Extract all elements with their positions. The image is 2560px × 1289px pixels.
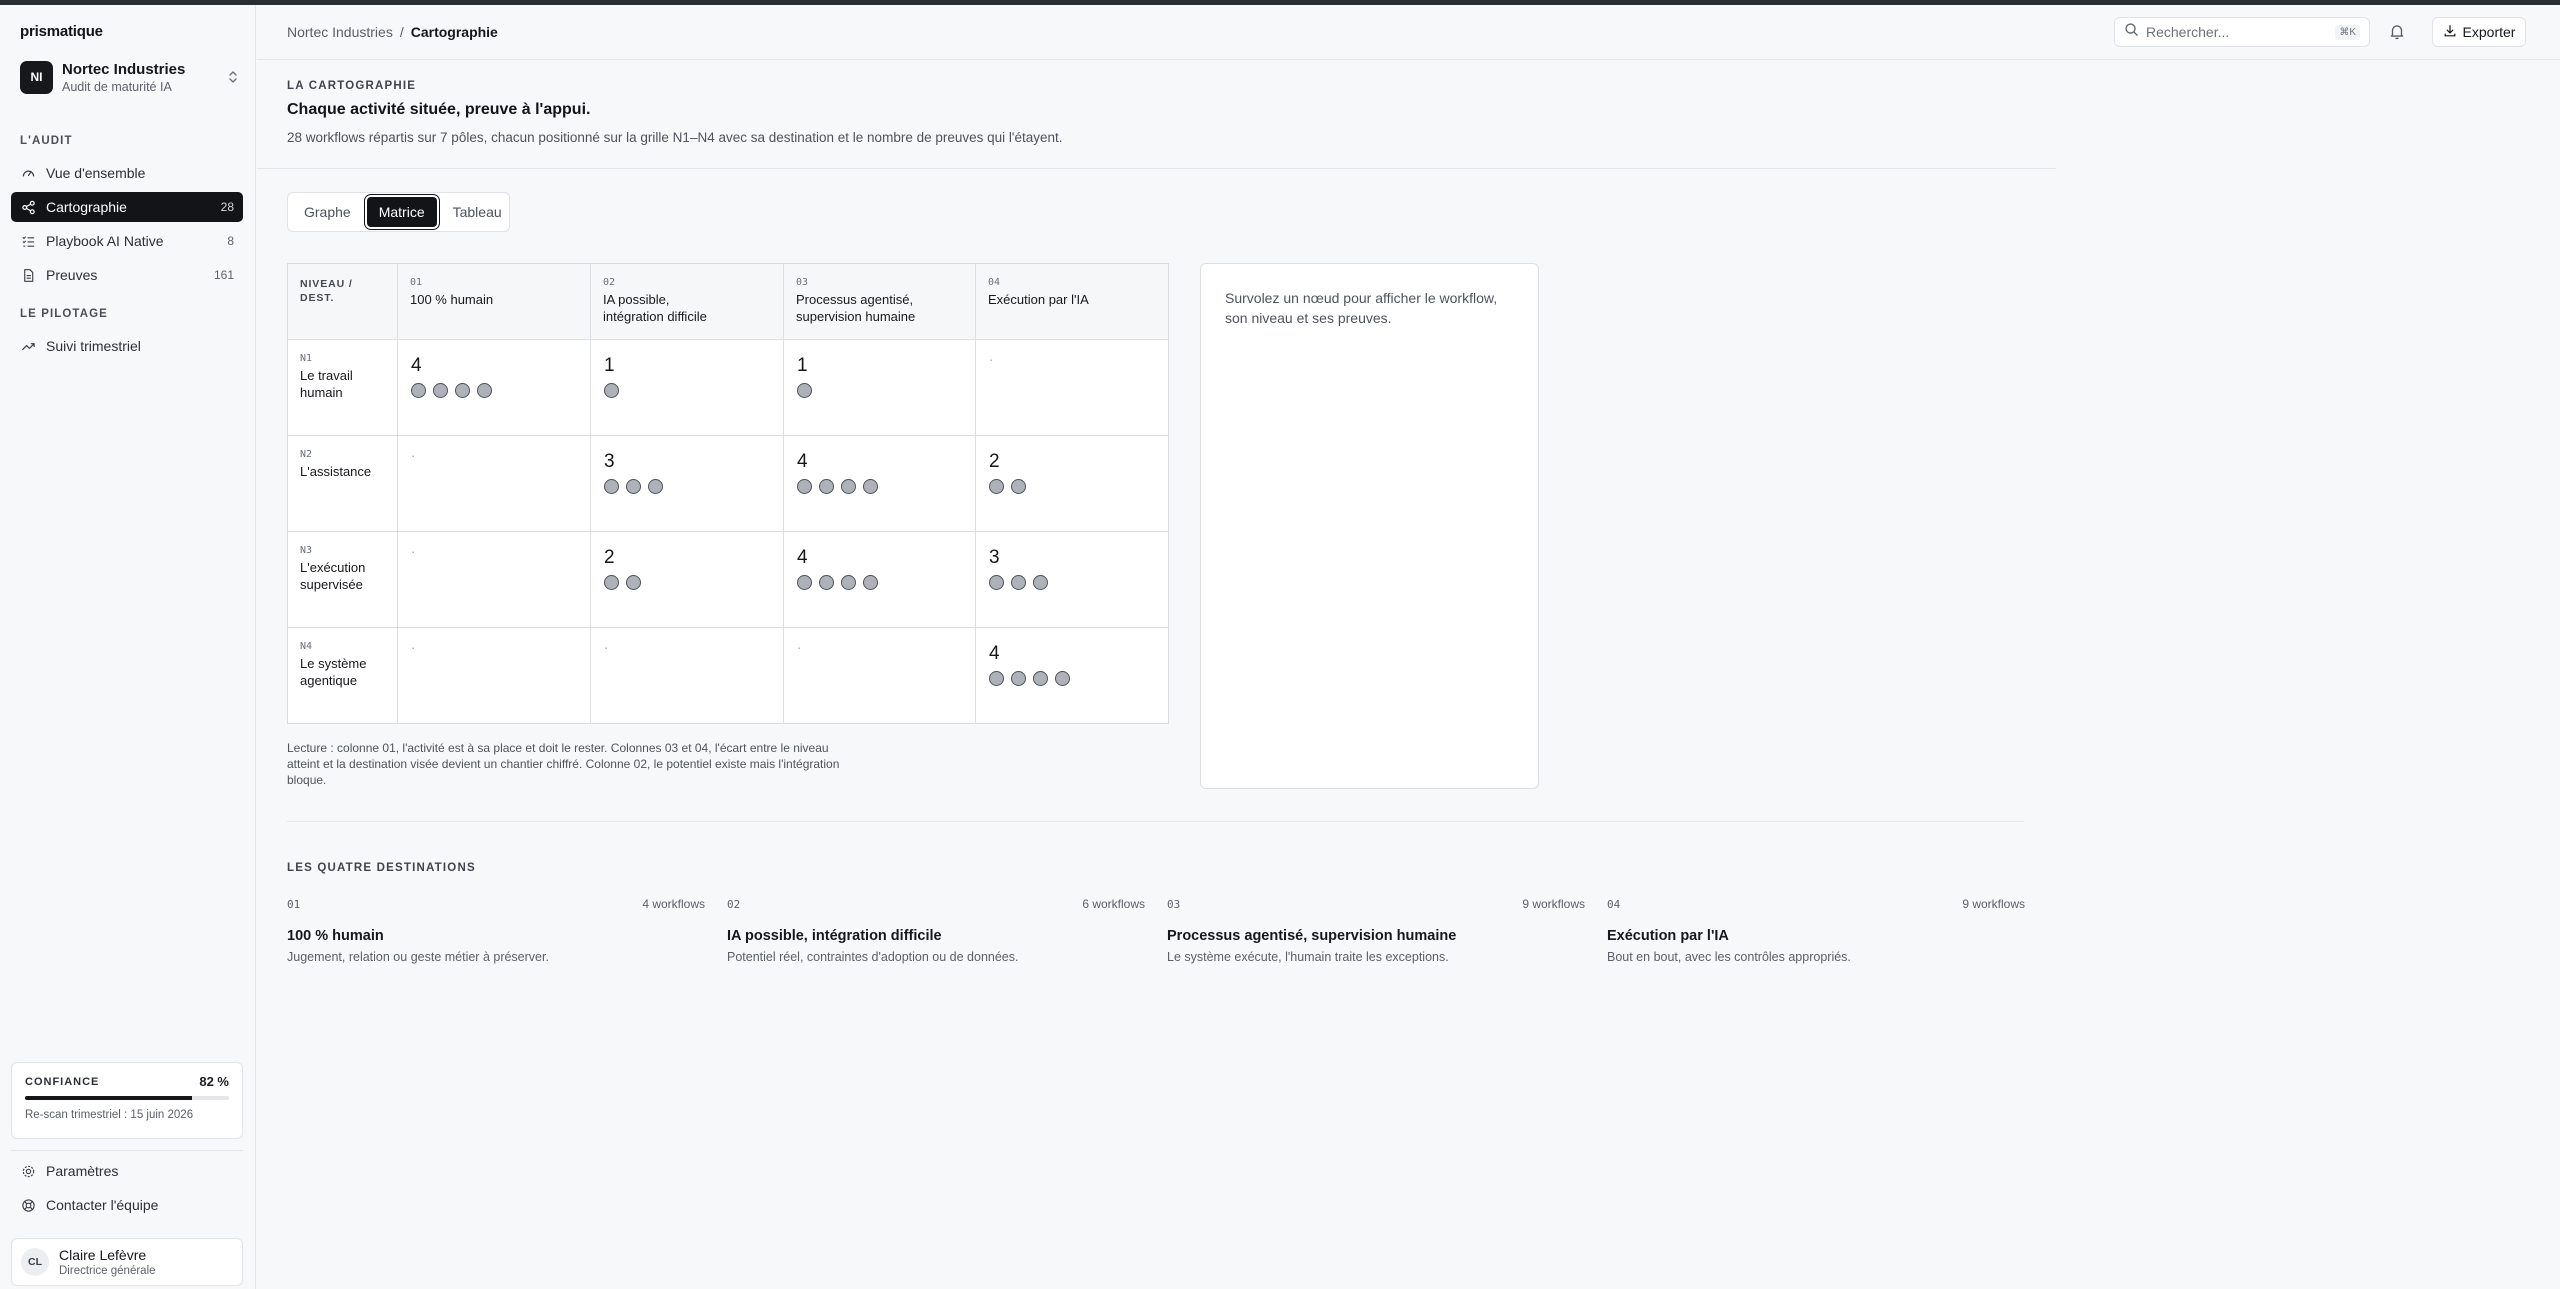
search-icon: [2124, 22, 2139, 42]
workflow-node[interactable]: [626, 479, 641, 494]
destination-card: [727, 897, 1145, 964]
matrix-cell: [784, 436, 976, 531]
matrix-cell: [591, 340, 784, 435]
cell-workflow-count: 4: [411, 355, 422, 376]
column-title: 100 % humain: [410, 292, 494, 307]
support-icon: [20, 1197, 36, 1213]
document-icon: [20, 267, 36, 283]
sidebar-item-label: Cartographie: [46, 199, 127, 215]
destination-count: 9 workflows: [1522, 897, 1585, 911]
destination-card: [287, 897, 705, 964]
destination-count: 4 workflows: [642, 897, 705, 911]
matrix-row: [288, 532, 1168, 628]
row-level: N4: [300, 641, 313, 652]
workflow-node[interactable]: [989, 479, 1004, 494]
row-level: N3: [300, 545, 313, 556]
org-switcher[interactable]: [20, 53, 240, 101]
matrix-cell: [976, 628, 1168, 724]
avatar: CL: [21, 1248, 49, 1276]
matrix-cell: [591, 532, 784, 627]
search-box[interactable]: [2114, 17, 2370, 47]
breadcrumb: [287, 24, 498, 40]
destination-title: 100 % humain: [287, 928, 384, 944]
destination-count: 9 workflows: [1962, 897, 2025, 911]
workflow-node[interactable]: [648, 479, 663, 494]
share-nodes-icon: [20, 199, 36, 215]
workflow-node[interactable]: [797, 383, 812, 398]
destination-description: Le système exécute, l'humain traite les exceptions.: [1167, 950, 1449, 964]
gauge-icon: [20, 165, 36, 181]
search-shortcut: ⌘K: [2335, 25, 2360, 40]
workflow-nodes: [797, 479, 962, 494]
confidence-bar-fill: [25, 1096, 192, 1100]
workflow-node[interactable]: [477, 383, 492, 398]
workflow-nodes: [989, 671, 1155, 686]
column-number: 02: [603, 277, 616, 288]
column-number: 01: [410, 277, 423, 288]
workflow-node[interactable]: [604, 575, 619, 590]
workflow-node[interactable]: [797, 479, 812, 494]
sidebar-item-count: 161: [213, 268, 234, 282]
column-number: 03: [796, 277, 809, 288]
confidence-note: Re-scan trimestriel : 15 juin 2026: [25, 1109, 194, 1121]
workflow-node[interactable]: [433, 383, 448, 398]
confidence-card: [11, 1062, 243, 1139]
matrix-row-header: [288, 628, 398, 724]
confidence-value: 82 %: [199, 1074, 229, 1089]
empty-cell-mark: ·: [411, 640, 416, 655]
matrix-row-header: [288, 436, 398, 531]
sidebar-item-label: Vue d'ensemble: [46, 165, 146, 181]
trend-up-icon: [20, 338, 36, 354]
row-title: L'assistance: [300, 464, 372, 479]
destination-number: 02: [727, 897, 741, 911]
workflow-node[interactable]: [455, 383, 470, 398]
sidebar-item-label: Suivi trimestriel: [46, 338, 141, 354]
workflow-node[interactable]: [1033, 575, 1048, 590]
workflow-node[interactable]: [989, 575, 1004, 590]
org-subtitle: Audit de maturité IA: [62, 79, 172, 94]
sidebar-divider: [11, 1150, 243, 1151]
org-name: Nortec Industries: [62, 60, 186, 78]
chevron-up-down-icon: [226, 69, 240, 85]
workflow-nodes: [989, 575, 1155, 590]
checklist-icon: [20, 233, 36, 249]
section-label-audit: L'AUDIT: [20, 135, 73, 147]
sidebar-item-count: 28: [220, 200, 234, 214]
workflow-nodes: [411, 383, 577, 398]
export-button-label: Exporter: [2462, 24, 2516, 40]
workflow-node[interactable]: [819, 479, 834, 494]
matrix-cell: [591, 436, 784, 531]
destination-title: IA possible, intégration difficile: [727, 928, 942, 944]
destination-title: Exécution par l'IA: [1607, 928, 1729, 944]
workflow-nodes: [604, 479, 770, 494]
matrix-row: [288, 628, 1168, 724]
matrix-cell: [784, 532, 976, 627]
cell-workflow-count: 2: [604, 547, 615, 568]
destination-number: 04: [1607, 897, 1621, 911]
user-role: Directrice générale: [59, 1265, 156, 1277]
matrix-cell: [784, 628, 976, 724]
section-divider: [257, 168, 2056, 169]
workflow-node[interactable]: [863, 575, 878, 590]
breadcrumb-current: Cartographie: [410, 24, 498, 40]
sidebar-item-label: Contacter l'équipe: [46, 1197, 159, 1213]
workflow-node[interactable]: [797, 575, 812, 590]
matrix-cell: [976, 532, 1168, 627]
matrix-reading-note: Lecture : colonne 01, l'activité est à sa place et doit le rester. Colonnes 03 et 04, l'écart entre le niveau atteint et la destination visée devient un chantier chiffré. Colonne 02, le potentiel existe mais l'intégration bloque.: [287, 741, 840, 787]
tab-matrice[interactable]: Matrice: [367, 197, 437, 227]
workflow-node[interactable]: [604, 479, 619, 494]
empty-cell-mark: ·: [411, 544, 416, 559]
matrix-cell: [976, 436, 1168, 531]
page-title: Chaque activité située, preuve à l'appui.: [287, 101, 591, 118]
empty-cell-mark: ·: [604, 640, 609, 655]
workflow-nodes: [604, 575, 770, 590]
page-description: 28 workflows répartis sur 7 pôles, chacun positionné sur la grille N1–N4 avec sa destination et le nombre de preuves qui l'étayent.: [287, 130, 1063, 145]
matrix-corner-label: NIVEAU / DEST.: [288, 264, 398, 339]
org-avatar: NI: [20, 61, 53, 94]
workflow-node[interactable]: [1011, 671, 1026, 686]
sidebar-item-contact[interactable]: [11, 1190, 243, 1220]
workflow-detail-panel: [1200, 263, 1539, 789]
sidebar-item-label: Preuves: [46, 267, 98, 283]
workflow-node[interactable]: [626, 575, 641, 590]
workflow-node[interactable]: [1055, 671, 1070, 686]
workflow-node[interactable]: [841, 575, 856, 590]
matrix-row: [288, 340, 1168, 436]
sidebar-item-label: Paramètres: [46, 1163, 119, 1179]
sidebar-item-vue-ensemble[interactable]: [11, 158, 243, 188]
destination-description: Potentiel réel, contraintes d'adoption ou de données.: [727, 950, 1019, 964]
detail-panel-hint: Survolez un nœud pour afficher le workflow, son niveau et ses preuves.: [1225, 290, 1498, 326]
workflow-node[interactable]: [1033, 671, 1048, 686]
workflow-node[interactable]: [863, 479, 878, 494]
settings-icon: [20, 1163, 36, 1179]
sidebar-item-playbook[interactable]: [11, 226, 243, 256]
cell-workflow-count: 4: [797, 547, 808, 568]
destination-count: 6 workflows: [1082, 897, 1145, 911]
sidebar-item-suivi-trimestriel[interactable]: [11, 331, 243, 361]
row-title: Le travail humain: [300, 368, 353, 400]
top-header: [257, 5, 2560, 60]
workflow-node[interactable]: [411, 383, 426, 398]
workflow-node[interactable]: [1011, 575, 1026, 590]
workflow-node[interactable]: [604, 383, 619, 398]
matrix-column-header: [591, 264, 784, 339]
destination-card: [1607, 897, 2025, 964]
workflow-nodes: [989, 479, 1155, 494]
empty-cell-mark: ·: [411, 448, 416, 463]
matrix-cell: [398, 436, 591, 531]
workflow-nodes: [797, 575, 962, 590]
sidebar-item-parametres[interactable]: [11, 1156, 243, 1186]
matrix-column-header: [976, 264, 1168, 339]
matrix-column-header: [398, 264, 591, 339]
matrix-cell: [398, 532, 591, 627]
matrix-row: [288, 436, 1168, 532]
matrix-cell: [784, 340, 976, 435]
matrix-cell: [976, 340, 1168, 435]
sidebar-item-preuves[interactable]: [11, 260, 243, 290]
row-title: Le système agentique: [300, 656, 367, 688]
matrix-cell: [591, 628, 784, 724]
matrix-cell: [398, 628, 591, 724]
destination-number: 01: [287, 897, 301, 911]
matrix-header-row: [288, 264, 1168, 340]
workflow-node[interactable]: [1011, 479, 1026, 494]
workflow-nodes: [604, 383, 770, 398]
user-menu[interactable]: [11, 1238, 243, 1286]
destination-description: Bout en bout, avec les contrôles appropriés.: [1607, 950, 1851, 964]
workflow-nodes: [797, 383, 962, 398]
workflow-node[interactable]: [989, 671, 1004, 686]
search-input[interactable]: [2146, 24, 2335, 40]
sidebar-item-count: 8: [227, 234, 234, 248]
view-tabs: [287, 192, 510, 232]
sidebar-item-cartographie[interactable]: [11, 192, 243, 222]
destination-card: [1167, 897, 1585, 964]
cell-workflow-count: 4: [989, 643, 1000, 664]
user-name: Claire Lefèvre: [59, 1247, 147, 1263]
destination-description: Jugement, relation ou geste métier à préserver.: [287, 950, 549, 964]
destination-title: Processus agentisé, supervision humaine: [1167, 928, 1457, 944]
section-label-pilotage: LE PILOTAGE: [20, 308, 108, 320]
confidence-bar: [25, 1096, 229, 1100]
tab-tableau[interactable]: Tableau: [452, 204, 502, 220]
section-overline: LA CARTOGRAPHIE: [287, 80, 417, 92]
column-number: 04: [988, 277, 1001, 288]
row-level: N1: [300, 353, 313, 364]
column-title: Exécution par l'IA: [988, 292, 1089, 307]
brand-logo: prismatique: [20, 23, 103, 40]
breadcrumb-separator: /: [399, 24, 404, 40]
matrix-cell: [398, 340, 591, 435]
bell-icon[interactable]: [2388, 22, 2408, 42]
destinations-overline: LES QUATRE DESTINATIONS: [287, 862, 476, 874]
section-divider: [287, 821, 2024, 822]
download-icon: [2443, 24, 2457, 41]
cell-workflow-count: 3: [604, 451, 615, 472]
column-title: IA possible, intégration difficile: [603, 292, 707, 324]
row-title: L'exécution supervisée: [300, 560, 366, 592]
sidebar-item-label: Playbook AI Native: [46, 233, 164, 249]
column-title: Processus agentisé, supervision humaine: [796, 292, 916, 324]
workflow-node[interactable]: [819, 575, 834, 590]
maturity-matrix: [287, 263, 1169, 724]
row-level: N2: [300, 449, 313, 460]
matrix-column-header: [784, 264, 976, 339]
destination-number: 03: [1167, 897, 1181, 911]
matrix-row-header: [288, 340, 398, 435]
matrix-row-header: [288, 532, 398, 627]
export-button[interactable]: [2432, 17, 2526, 47]
empty-cell-mark: ·: [989, 352, 994, 367]
cell-workflow-count: 4: [797, 451, 808, 472]
breadcrumb-org-link[interactable]: Nortec Industries: [287, 24, 393, 40]
tab-graphe[interactable]: Graphe: [304, 204, 351, 220]
cell-workflow-count: 3: [989, 547, 1000, 568]
cell-workflow-count: 1: [797, 355, 808, 376]
cell-workflow-count: 2: [989, 451, 1000, 472]
cell-workflow-count: 1: [604, 355, 615, 376]
sidebar: [0, 5, 256, 1289]
workflow-node[interactable]: [841, 479, 856, 494]
confidence-label: CONFIANCE: [25, 1075, 100, 1088]
empty-cell-mark: ·: [797, 640, 802, 655]
